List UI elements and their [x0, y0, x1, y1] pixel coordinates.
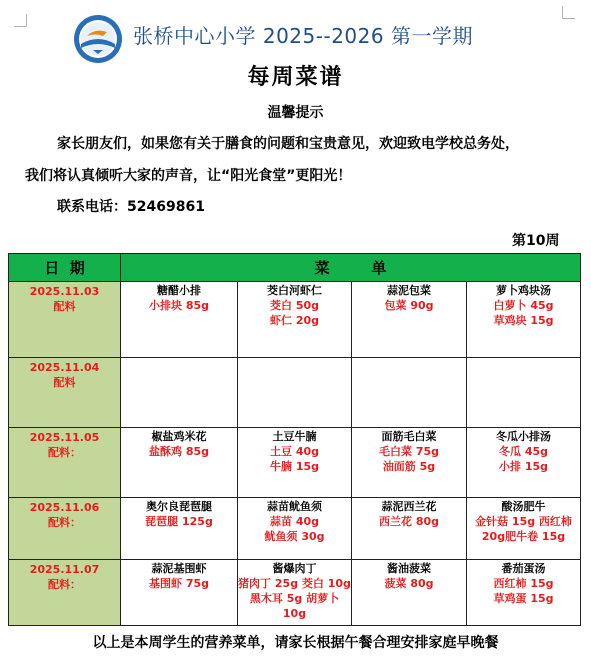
dish-ingredient: 10g — [282, 607, 307, 620]
ingredients-label: 配料 — [53, 300, 76, 313]
dish-cell — [467, 560, 581, 626]
dish-cell — [467, 282, 581, 358]
date-cell — [9, 282, 121, 358]
dish-name: 糖醋小排 — [157, 284, 201, 297]
dish-ingredient: 西兰花 80g — [378, 515, 439, 528]
dish-cell — [467, 498, 581, 560]
dish-ingredient: 琵琶腿 125g — [145, 515, 213, 528]
dish-ingredient: 包菜 90g — [384, 299, 434, 312]
dish-ingredient: 金针菇 15g 西红柿 — [475, 515, 572, 528]
dish-cell — [238, 358, 352, 428]
dish-cell — [467, 358, 581, 428]
dish-ingredient: 小排块 85g — [148, 299, 209, 312]
dish-ingredient: 蒜苗 40g — [269, 515, 319, 528]
dish-ingredient: 小排 15g — [499, 460, 549, 473]
dish-cell — [352, 560, 467, 626]
dish-ingredient: 基围虾 75g — [148, 577, 209, 590]
dish-cell — [467, 428, 581, 498]
dish-cell — [121, 498, 238, 560]
dish-name: 酱爆肉丁 — [272, 562, 317, 575]
dish-name: 面筋毛白菜 — [381, 430, 437, 443]
menu-day-row — [9, 498, 581, 560]
dish-cell — [121, 282, 238, 358]
school-title: 张桥中心小学 2025--2026 第一学期 — [133, 24, 473, 48]
menu-day-row — [9, 428, 581, 498]
dish-cell — [352, 282, 467, 358]
dish-cell — [352, 498, 467, 560]
dish-name: 萝卜鸡块汤 — [496, 284, 552, 297]
dish-ingredient: 虾仁 20g — [269, 314, 319, 327]
dish-cell — [352, 428, 467, 498]
dish-name: 蒜泥包菜 — [387, 284, 431, 297]
dish-name: 椒盐鸡米花 — [151, 430, 207, 443]
dish-name: 番茄蛋汤 — [501, 562, 546, 575]
dish-ingredient: 白萝卜 45g — [493, 299, 554, 312]
page-corner-mark — [562, 6, 575, 19]
dish-ingredient: 油面筋 5g — [382, 460, 436, 473]
page-corner-mark — [14, 14, 27, 27]
notice-paragraph-2: 我们将认真倾听大家的声音，让“阳光食堂”更阳光！ — [25, 168, 352, 184]
dish-ingredient: 鱿鱼须 30g — [264, 530, 325, 543]
dish-ingredient: 茭白 50g — [269, 299, 319, 312]
dish-name: 茭白河虾仁 — [267, 284, 322, 297]
table-header-row — [9, 254, 581, 282]
dish-ingredient: 冬瓜 45g — [499, 445, 549, 458]
day-date: 2025.11.06 — [29, 501, 100, 514]
page-title: 每周菜谱 — [247, 65, 344, 90]
dish-ingredient: 毛白菜 75g — [378, 445, 439, 458]
dish-name: 酱油菠菜 — [387, 562, 431, 575]
dish-cell — [238, 498, 352, 560]
dish-name: 酸汤肥牛 — [501, 500, 546, 513]
dish-cell — [121, 358, 238, 428]
dish-ingredient: 菠菜 80g — [384, 577, 434, 590]
menu-day-row — [9, 282, 581, 358]
dish-ingredient: 盐酥鸡 85g — [148, 445, 209, 458]
day-date: 2025.11.05 — [29, 431, 100, 444]
dish-name: 奥尔良琵琶腿 — [146, 500, 212, 513]
footer-note: 以上是本周学生的营养菜单，请家长根据午餐合理安排家庭早晚餐 — [92, 635, 499, 651]
menu-table — [8, 253, 581, 626]
dish-ingredient: 牛腩 15g — [269, 460, 319, 473]
dish-name: 蒜泥西兰花 — [381, 500, 437, 513]
dish-ingredient: 草鸡块 15g — [493, 314, 554, 327]
tip-title: 温馨提示 — [267, 105, 324, 121]
ingredients-label: 配料： — [48, 578, 81, 591]
school-logo-icon — [73, 14, 123, 64]
date-cell — [9, 498, 121, 560]
date-column-header: 日 期 — [9, 254, 121, 282]
dish-cell — [238, 560, 352, 626]
ingredients-label: 配料 — [53, 376, 76, 389]
dish-cell — [238, 282, 352, 358]
dish-ingredient: 西红柿 15g — [493, 577, 554, 590]
dish-name: 蒜苗鱿鱼须 — [267, 500, 322, 513]
dish-cell — [352, 358, 467, 428]
menu-day-row — [9, 560, 581, 626]
dish-ingredient: 猪肉丁 25g 茭白 10g — [238, 577, 351, 590]
dish-name: 蒜泥基围虾 — [151, 562, 207, 575]
day-date: 2025.11.03 — [29, 285, 100, 298]
menu-day-row — [9, 358, 581, 428]
day-date: 2025.11.04 — [29, 361, 100, 374]
dish-ingredient: 草鸡蛋 15g — [493, 592, 554, 605]
dish-name: 土豆牛腩 — [272, 430, 317, 443]
dish-cell — [121, 428, 238, 498]
dish-cell — [238, 428, 352, 498]
dish-ingredient: 土豆 40g — [269, 445, 319, 458]
date-cell — [9, 428, 121, 498]
menu-column-header: 菜 单 — [121, 254, 581, 282]
dish-name: 冬瓜小排汤 — [496, 430, 552, 443]
date-cell — [9, 358, 121, 428]
ingredients-label: 配料： — [48, 446, 81, 459]
dish-cell — [121, 560, 238, 626]
dish-ingredient: 20g肥牛卷 15g — [481, 530, 566, 543]
ingredients-label: 配料： — [48, 516, 81, 529]
week-number: 第10周 — [512, 233, 560, 249]
date-cell — [9, 560, 121, 626]
dish-ingredient: 黑木耳 5g 胡萝卜 — [249, 592, 340, 605]
day-date: 2025.11.07 — [29, 563, 100, 576]
contact-phone: 联系电话：52469861 — [57, 199, 205, 215]
notice-paragraph-1: 家长朋友们，如果您有关于膳食的问题和宝贵意见，欢迎致电学校总务处， — [57, 136, 519, 152]
